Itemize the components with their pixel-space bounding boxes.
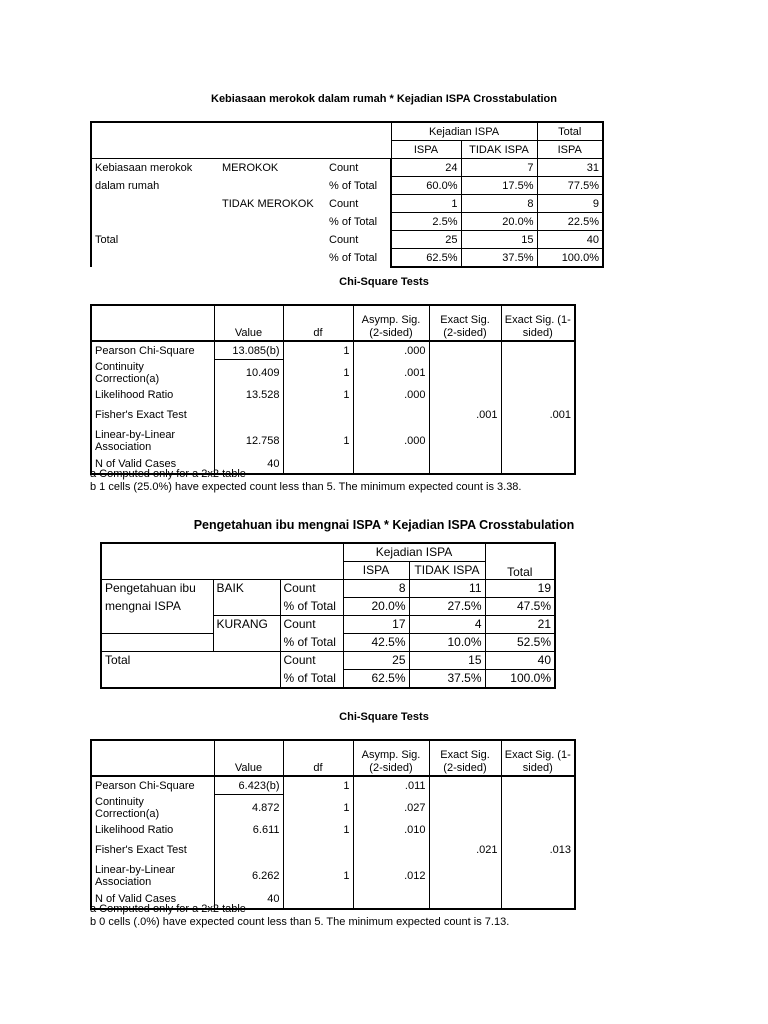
cell: 11 xyxy=(409,580,485,598)
table-row xyxy=(91,159,603,177)
header-blank xyxy=(91,122,391,159)
cell-exact2 xyxy=(429,795,501,822)
col-header: ISPA xyxy=(343,562,409,580)
row-label: N of Valid Cases xyxy=(91,891,214,909)
footnote-a: a Computed only for a 2x2 table xyxy=(90,903,246,915)
row-stat: % of Total xyxy=(280,634,343,652)
header-df: df xyxy=(283,305,353,341)
cell-exact2 xyxy=(429,861,501,891)
cell-value xyxy=(214,839,283,861)
col-total-header: Total xyxy=(537,122,603,141)
row-label: Fisher's Exact Test xyxy=(91,404,214,426)
row-var-label: Pengetahuan ibu xyxy=(105,581,196,596)
cell-value: 13.528 xyxy=(245,389,280,401)
table-row xyxy=(101,652,555,670)
cell: 27.5% xyxy=(409,598,485,616)
cell: 62.5% xyxy=(343,670,409,689)
cell-exact2 xyxy=(429,387,501,404)
cell: 31 xyxy=(537,159,603,177)
cell-exact2 xyxy=(429,456,501,474)
cell-value: 6.423(b) xyxy=(214,776,283,795)
cell: 100.0% xyxy=(485,670,555,689)
cell-exact1 xyxy=(501,360,575,387)
table-row xyxy=(91,195,603,213)
table-row xyxy=(91,249,603,268)
row-label: Pearson Chi-Square xyxy=(91,341,214,360)
cell: 8 xyxy=(461,195,537,213)
row-label: N of Valid Cases xyxy=(91,456,214,474)
header-asymp: Asymp. Sig. (2-sided) xyxy=(353,740,429,776)
header-asymp: Asymp. Sig. (2-sided) xyxy=(353,305,429,341)
cell-exact1 xyxy=(501,891,575,909)
row-stat: Count xyxy=(280,580,343,598)
table-row xyxy=(91,177,603,195)
row-group: TIDAK MEROKOK xyxy=(222,197,314,210)
cell-exact2 xyxy=(429,341,501,360)
row-stat: % of Total xyxy=(280,598,343,616)
cell-df: 1 xyxy=(283,861,353,891)
cell-exact2: .021 xyxy=(429,839,501,861)
cell-exact1 xyxy=(501,822,575,839)
row-group: KURANG xyxy=(213,616,280,634)
cell: 21 xyxy=(485,616,555,634)
cell-asymp xyxy=(353,456,429,474)
cell: 9 xyxy=(537,195,603,213)
footnote-b: b 1 cells (25.0%) have expected count less than 5. The minimum expected count is 3.38. xyxy=(90,481,522,493)
cell: 37.5% xyxy=(409,670,485,689)
cell-asymp: .010 xyxy=(353,822,429,839)
cell: 37.5% xyxy=(461,249,537,268)
table-row xyxy=(101,598,555,616)
row-label: Fisher's Exact Test xyxy=(91,839,214,861)
cell-value: 40 xyxy=(267,458,280,470)
cell-exact2 xyxy=(429,360,501,387)
table-row xyxy=(91,360,575,387)
cell-value: 6.262 xyxy=(251,869,280,882)
cell-df xyxy=(283,891,353,909)
row-stat: % of Total xyxy=(329,179,378,192)
header-exact2: Exact Sig. (2-sided) xyxy=(429,305,501,341)
row-label: Continuity Correction(a) xyxy=(91,360,214,387)
cell-df: 1 xyxy=(283,822,353,839)
cell: 7 xyxy=(461,159,537,177)
crosstab2-title: Pengetahuan ibu mengnai ISPA * Kejadian ISPA Crosstabulation xyxy=(193,518,575,532)
table-row xyxy=(91,341,575,360)
col-total-header: Total xyxy=(485,543,555,580)
row-stat: % of Total xyxy=(329,251,378,264)
cell: 47.5% xyxy=(485,598,555,616)
row-label: Continuity Correction(a) xyxy=(91,795,214,822)
crosstab1-table xyxy=(90,121,604,268)
cell-asymp: .000 xyxy=(353,341,429,360)
cell: 2.5% xyxy=(391,213,461,231)
chi1-table xyxy=(90,304,576,475)
table-row xyxy=(91,795,575,822)
table-row xyxy=(91,387,575,404)
row-label: Linear-by-Linear Association xyxy=(91,861,214,891)
row-stat: Count xyxy=(329,197,359,210)
cell-value: 13.085(b) xyxy=(214,341,283,360)
cell: 25 xyxy=(391,231,461,249)
cell-asymp xyxy=(353,839,429,861)
footnote-a: a Computed only for a 2x2 table xyxy=(90,468,246,480)
cell-df: 1 xyxy=(283,426,353,456)
cell-asymp xyxy=(353,404,429,426)
table-row xyxy=(91,839,575,861)
cell: 15 xyxy=(461,231,537,249)
row-label: Linear-by-Linear Association xyxy=(91,426,214,456)
row-var-label: mengnai ISPA xyxy=(105,599,181,613)
row-group: BAIK xyxy=(213,580,280,598)
cell-exact2 xyxy=(429,822,501,839)
cell-exact1 xyxy=(501,456,575,474)
cell: 17.5% xyxy=(461,177,537,195)
cell-df: 1 xyxy=(283,795,353,822)
cell: 77.5% xyxy=(537,177,603,195)
cell-exact1: .001 xyxy=(501,404,575,426)
cell-exact1 xyxy=(501,426,575,456)
cell-df: 1 xyxy=(283,387,353,404)
row-var-label: dalam rumah xyxy=(95,179,160,192)
row-stat: Count xyxy=(329,233,359,246)
header-exact1: Exact Sig. (1-sided) xyxy=(501,740,575,776)
cell: 100.0% xyxy=(537,249,603,268)
header-value: Value xyxy=(214,740,283,776)
table-row xyxy=(91,861,575,891)
header-df: df xyxy=(283,740,353,776)
cell-value: 10.409 xyxy=(245,367,280,380)
cell-exact1: .013 xyxy=(501,839,575,861)
cell-asymp: .011 xyxy=(353,776,429,795)
cell: 20.0% xyxy=(343,598,409,616)
cell-exact1 xyxy=(501,776,575,795)
cell-asymp: .001 xyxy=(353,360,429,387)
col-header: TIDAK ISPA xyxy=(461,141,537,159)
cell-value: 6.611 xyxy=(252,824,280,836)
cell: 62.5% xyxy=(391,249,461,268)
cell-df: 1 xyxy=(283,360,353,387)
col-header: TIDAK ISPA xyxy=(409,562,485,580)
row-group xyxy=(213,670,280,689)
cell: 15 xyxy=(409,652,485,670)
cell: 17 xyxy=(343,616,409,634)
cell-exact1 xyxy=(501,341,575,360)
row-group: Total xyxy=(95,233,119,246)
cell-asymp xyxy=(353,891,429,909)
row-group: Total xyxy=(105,653,131,668)
header-blank xyxy=(91,740,214,776)
cell-asymp: .012 xyxy=(353,861,429,891)
row-stat: Count xyxy=(329,161,359,174)
crosstab2-table xyxy=(100,542,556,689)
cell: 60.0% xyxy=(391,177,461,195)
cell-value: 40 xyxy=(267,893,280,905)
table-row xyxy=(91,426,575,456)
row-stat: Count xyxy=(280,616,343,634)
cell-df xyxy=(283,839,353,861)
table-row xyxy=(91,213,603,231)
header-blank xyxy=(101,543,343,580)
table-row xyxy=(91,231,603,249)
cell: 20.0% xyxy=(461,213,537,231)
header-exact2: Exact Sig. (2-sided) xyxy=(429,740,501,776)
cell-df xyxy=(283,404,353,426)
cell-exact1 xyxy=(501,387,575,404)
cell-exact1 xyxy=(501,795,575,822)
row-group xyxy=(219,177,326,195)
cell: 52.5% xyxy=(485,634,555,652)
cell-value: 12.758 xyxy=(245,434,280,447)
cell-df: 1 xyxy=(283,341,353,360)
row-group xyxy=(213,598,280,616)
chi2-table xyxy=(90,739,576,910)
crosstab1-title: Kebiasaan merokok dalam rumah * Kejadian ISPA Crosstabulation xyxy=(211,93,557,105)
table-row xyxy=(101,580,555,598)
table-row xyxy=(101,670,555,689)
header-value: Value xyxy=(214,305,283,341)
row-label: Pearson Chi-Square xyxy=(91,776,214,795)
cell: 19 xyxy=(485,580,555,598)
row-label: Likelihood Ratio xyxy=(91,822,214,839)
table-row xyxy=(101,616,555,634)
cell: 10.0% xyxy=(409,634,485,652)
chi2-title: Chi-Square Tests xyxy=(339,711,429,723)
row-group xyxy=(213,634,280,652)
cell: 4 xyxy=(409,616,485,634)
cell-exact2 xyxy=(429,891,501,909)
cell-asymp: .000 xyxy=(353,426,429,456)
table-row xyxy=(91,822,575,839)
header-exact1: Exact Sig. (1-sided) xyxy=(501,305,575,341)
footnote-b: b 0 cells (.0%) have expected count less than 5. The minimum expected count is 7.13. xyxy=(90,916,510,928)
col-header: ISPA xyxy=(391,141,461,159)
cell-exact2 xyxy=(429,426,501,456)
cell: 42.5% xyxy=(343,634,409,652)
cell-exact2: .001 xyxy=(429,404,501,426)
chi1-title: Chi-Square Tests xyxy=(339,276,429,288)
header-blank xyxy=(91,305,214,341)
cell-df: 1 xyxy=(283,776,353,795)
cell: 22.5% xyxy=(537,213,603,231)
table-row xyxy=(91,404,575,426)
row-stat: Count xyxy=(280,652,343,670)
col-group-header: Kejadian ISPA xyxy=(343,543,485,562)
col-header: ISPA xyxy=(537,141,603,159)
table-row xyxy=(101,634,555,652)
cell-value xyxy=(214,404,283,426)
cell: 25 xyxy=(343,652,409,670)
cell: 1 xyxy=(391,195,461,213)
cell: 40 xyxy=(537,231,603,249)
cell: 8 xyxy=(343,580,409,598)
cell-exact1 xyxy=(501,861,575,891)
row-stat: % of Total xyxy=(329,215,378,228)
row-var-label: Kebiasaan merokok xyxy=(95,161,193,174)
row-label: Likelihood Ratio xyxy=(91,387,214,404)
table-row xyxy=(91,776,575,795)
row-group xyxy=(219,249,326,268)
cell: 24 xyxy=(391,159,461,177)
cell-exact2 xyxy=(429,776,501,795)
row-stat: % of Total xyxy=(280,670,343,689)
cell-asymp: .027 xyxy=(353,795,429,822)
cell-value: 4.872 xyxy=(251,802,280,815)
row-group: MEROKOK xyxy=(222,161,279,174)
col-group-header: Kejadian ISPA xyxy=(391,122,537,141)
cell: 40 xyxy=(485,652,555,670)
cell-df xyxy=(283,456,353,474)
cell-asymp: .000 xyxy=(353,387,429,404)
row-group xyxy=(219,213,326,231)
